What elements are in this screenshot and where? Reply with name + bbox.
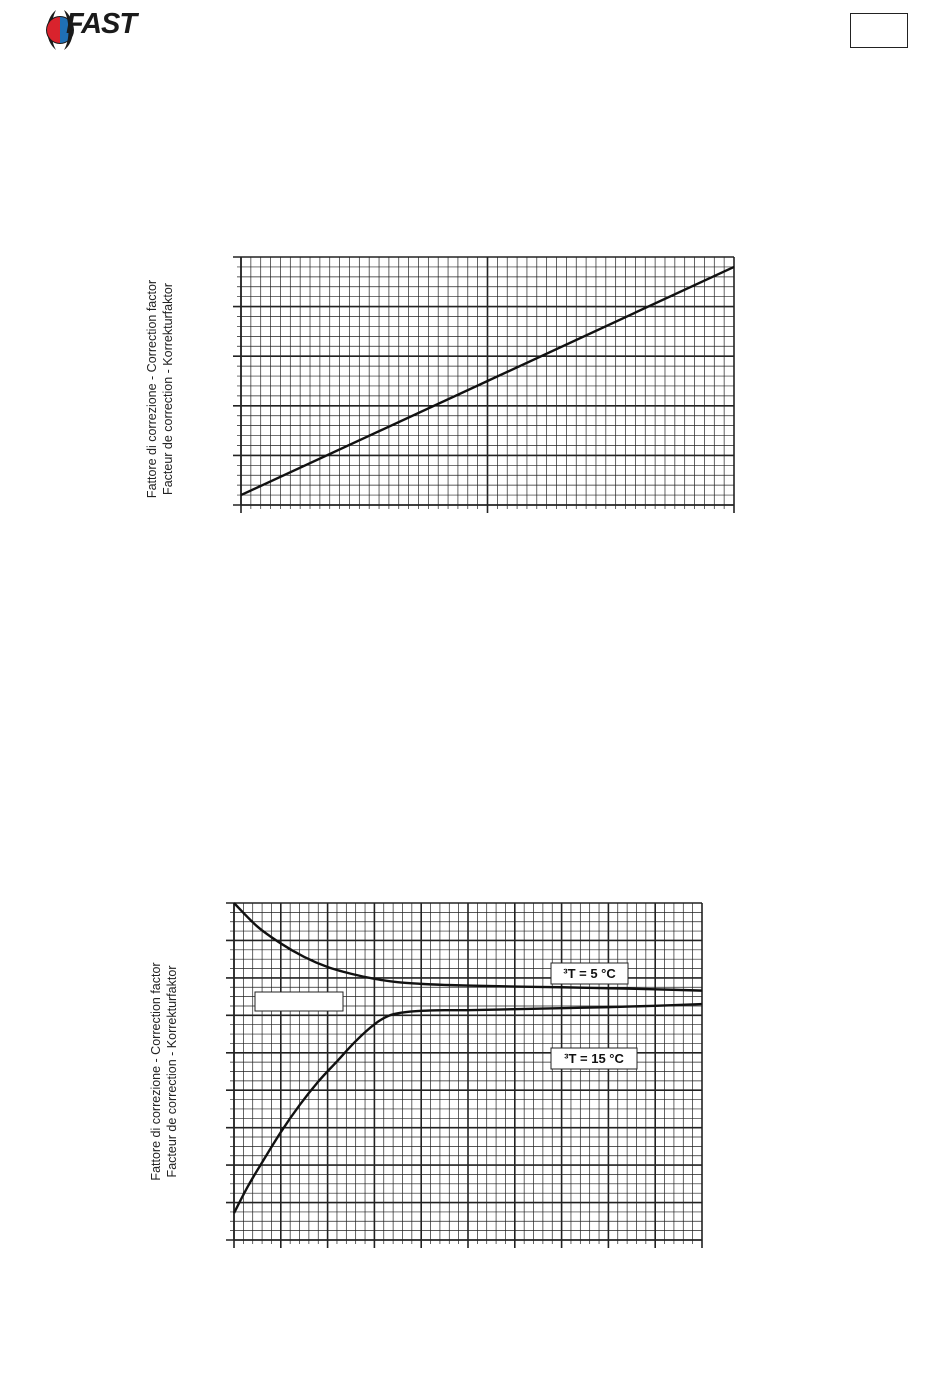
tag-delta-t-15: ³T = 15 °C xyxy=(564,1051,624,1066)
y-axis-label xyxy=(149,962,179,1180)
tag-delta-t-5: ³T = 5 °C xyxy=(563,966,616,981)
y-axis-label-line-1: Fattore di correzione - Correction factor xyxy=(149,962,163,1181)
y-axis-label-line-1: Fattore di correzione - Correction factor xyxy=(145,279,159,499)
empty-label-box xyxy=(255,992,343,1011)
logo-text: FAST xyxy=(66,8,137,40)
y-axis-label-line-2: Facteur de correction - Korrekturfaktor xyxy=(165,965,179,1178)
y-axis-label-line-2: Facteur de correction - Korrekturfaktor xyxy=(161,283,175,495)
